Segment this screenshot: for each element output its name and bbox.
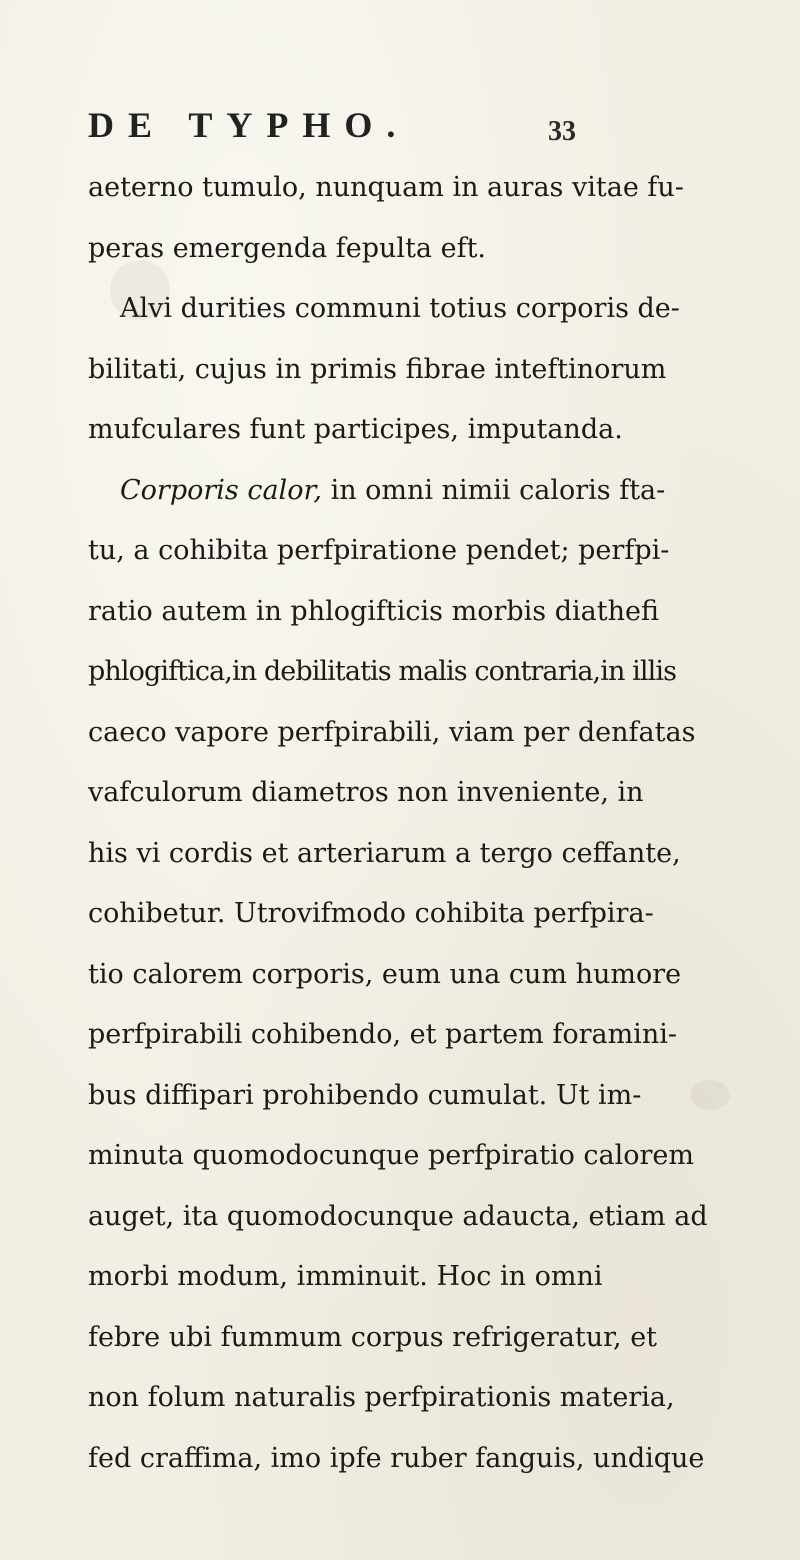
text-line: tu, a cohibita perfpiratione pendet; perfpi- xyxy=(88,535,670,566)
text-line: bilitati, cujus in primis fibrae inteftinorum xyxy=(88,353,667,385)
text-line: perfpirabili cohibendo, et partem foramini- xyxy=(88,1019,677,1050)
running-title: DE TYPHO. xyxy=(88,105,410,145)
text-line: tio calorem corporis, eum una cum humore xyxy=(88,958,682,990)
text-line: phlogiftica,in debilitatis malis contraria,in illis xyxy=(88,656,677,687)
text-line: ratio autem in phlogifticis morbis diathefi xyxy=(88,595,659,627)
text-line: non folum naturalis perfpirationis materia, xyxy=(88,1382,675,1413)
text-line: peras emergenda fepulta eft. xyxy=(88,232,486,264)
text-line: bus diffipari prohibendo cumulat. Ut im- xyxy=(88,1079,642,1111)
text-line-rest: in omni nimii caloris fta- xyxy=(321,474,666,506)
text-line: vafculorum diametros non inveniente, in xyxy=(88,777,644,808)
text-line: auget, ita quomodocunque adaucta, etiam ad xyxy=(88,1200,708,1232)
italic-phrase: Corporis calor, xyxy=(120,474,322,506)
text-line: morbi modum, imminuit. Hoc in omni xyxy=(88,1261,603,1292)
page-number: 33 xyxy=(548,116,576,147)
text-line: minuta quomodocunque perfpiratio calorem xyxy=(88,1140,695,1171)
text-line: caeco vapore perfpirabili, viam per denfatas xyxy=(88,716,696,748)
text-line: febre ubi fummum corpus refrigeratur, et xyxy=(88,1321,658,1353)
text-line xyxy=(88,461,728,522)
text-line: Alvi durities communi totius corporis de- xyxy=(120,293,680,324)
text-line: mufculares funt participes, imputanda. xyxy=(88,414,623,445)
text-line: aeterno tumulo, nunquam in auras vitae fu- xyxy=(88,172,684,203)
text-line: fed craffima, imo ipfe ruber fanguis, undique xyxy=(88,1442,705,1474)
body-text xyxy=(88,158,728,1489)
text-line: his vi cordis et arteriarum a tergo ceffante, xyxy=(88,837,681,869)
page-header xyxy=(88,100,688,150)
text-line: cohibetur. Utrovifmodo cohibita perfpira- xyxy=(88,898,654,929)
